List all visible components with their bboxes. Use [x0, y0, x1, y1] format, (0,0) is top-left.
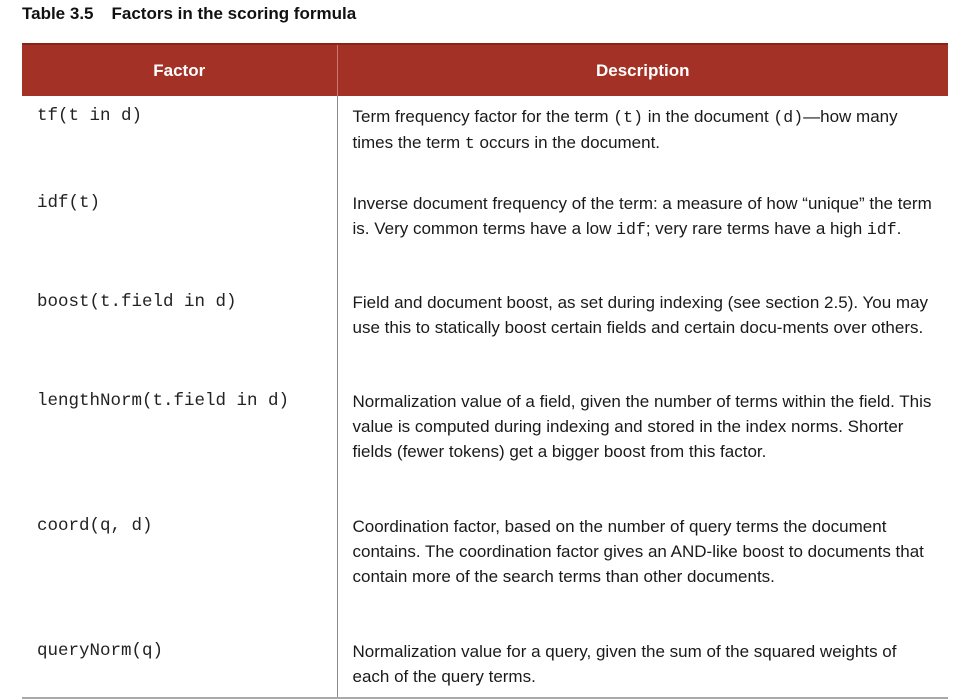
description-cell: [337, 282, 948, 381]
table-caption: [22, 4, 356, 24]
factor-cell: coord(q, d): [22, 506, 337, 631]
table-title: Factors in the scoring formula: [111, 4, 357, 23]
description-text: Coordination factor, based on the number of query terms the document contains. The coordination factor gives an AND-like boost to documents that contain more of the search terms than other documents.: [352, 517, 924, 586]
description-cell: [337, 183, 948, 282]
description-text: Field and document boost, as set during indexing (see section 2.5). You may use this to statically boost certain fields and certain docu-ments over others.: [352, 293, 929, 337]
table-row: [22, 506, 948, 631]
description-cell: [337, 381, 948, 506]
description-text: —how many times the term: [352, 107, 898, 152]
description-text: Term frequency factor for the term: [352, 107, 614, 126]
header-row: [22, 44, 948, 96]
description-text: Normalization value of a field, given the number of terms within the field. This value is computed during indexing and stored in the index norms. Shorter fields (fewer tokens) get a bigger boost from this factor.: [352, 392, 932, 461]
description-text: in the document: [642, 107, 774, 126]
factor-cell: lengthNorm(t.field in d): [22, 381, 337, 506]
table-row: [22, 183, 948, 282]
description-cell: [337, 96, 948, 183]
column-header-description: Description: [337, 44, 948, 96]
factor-cell: tf(t in d): [22, 96, 337, 183]
inline-code: (d): [773, 108, 804, 127]
factor-cell: boost(t.field in d): [22, 282, 337, 381]
table-row: [22, 381, 948, 506]
factor-cell: queryNorm(q): [22, 631, 337, 698]
description-text: occurs in the document.: [474, 133, 661, 152]
inline-code: (t): [613, 108, 643, 127]
inline-code: t: [464, 134, 475, 153]
inline-code: idf: [616, 220, 646, 239]
description-text: Inverse document frequency of the term: a measure of how “unique” the term is. Very common terms have a low: [352, 194, 932, 238]
table-number: Table 3.5: [22, 4, 94, 23]
column-header-factor: Factor: [22, 44, 337, 96]
factors-table: [22, 43, 948, 699]
description-text: Normalization value for a query, given the sum of the squared weights of each of the query terms.: [352, 642, 897, 686]
table-row: [22, 96, 948, 183]
description-cell: [337, 506, 948, 631]
inline-code: idf: [866, 220, 897, 239]
description-text: .: [896, 219, 902, 238]
factor-cell: idf(t): [22, 183, 337, 282]
description-text: ; very rare terms have a high: [645, 219, 867, 238]
table-row: [22, 282, 948, 381]
